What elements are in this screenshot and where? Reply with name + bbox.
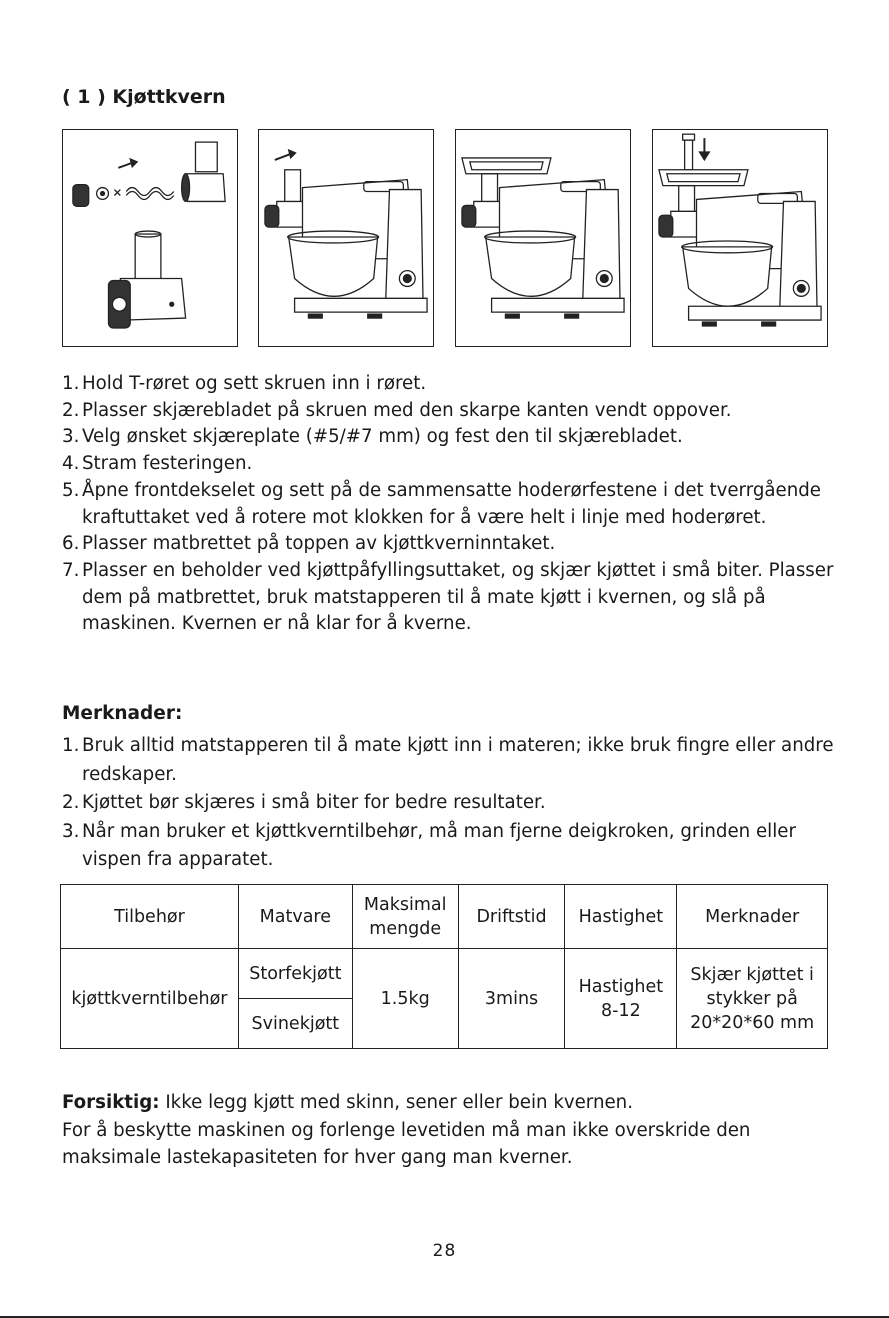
tray-mount-figure (455, 129, 631, 347)
step-number: 3. (62, 426, 80, 448)
step-text: Velg ønsket skjæreplate (#5/#7 mm) og fest den til skjærebladet. (82, 426, 683, 448)
step-number: 7. (62, 559, 80, 581)
cell-food-pork: Svinekjøtt (238, 999, 352, 1049)
caution-block (62, 1089, 852, 1172)
header-max (352, 885, 458, 949)
pusher-feed-figure (652, 129, 828, 347)
note-item (62, 789, 842, 818)
table-header-row (61, 885, 828, 949)
step-text: Åpne frontdekselet og sett på de sammensatte hoderørfestene i det tverrgående kraftuttaket ved å rotere mot klokken for å være helt i linje med hoderøret. (82, 479, 821, 528)
cell-accessory: kjøttkverntilbehør (61, 949, 239, 1049)
table-row (61, 949, 828, 999)
step-text: Plasser en beholder ved kjøttpåfyllingsuttaket, og skjær kjøttet i små biter. Plasser dem på matbrettet, bruk matstapperen til å mate kjøtt i kvernen, og slå på maskinen. Kvernen er nå klar for å kverne. (82, 559, 834, 635)
header-time: Driftstid (458, 885, 565, 949)
step-number: 1. (62, 373, 80, 394)
notes-heading: Merknader: (62, 703, 183, 724)
note-text: Kjøttet bør skjæres i små biter for bedre resultater. (82, 792, 546, 813)
note-text: Når man bruker et kjøttkverntilbehør, må man fjerne deigkroken, grinden eller vispen fra apparatet. (82, 820, 796, 870)
cell-remarks-line3: 20*20*60 mm (690, 1012, 815, 1033)
header-food: Matvare (238, 885, 352, 949)
note-number: 2. (62, 792, 80, 813)
notes-list (62, 732, 842, 875)
step-text: Plasser skjærebladet på skruen med den skarpe kanten vendt oppover. (82, 399, 732, 421)
section-title: ( 1 ) Kjøttkvern (62, 86, 226, 108)
cell-max: 1.5kg (352, 949, 458, 1049)
note-item (62, 818, 842, 875)
note-number: 3. (62, 820, 80, 842)
step-item (62, 424, 842, 451)
header-speed: Hastighet (565, 885, 677, 949)
header-remarks: Merknader (677, 885, 828, 949)
step-text: Plasser matbrettet på toppen av kjøttkverninntaket. (82, 533, 556, 555)
cell-time: 3mins (458, 949, 565, 1049)
grinder-attach-drawing (259, 130, 433, 346)
cell-speed (565, 949, 677, 1049)
step-text: Stram festeringen. (82, 453, 253, 475)
step-number: 6. (62, 533, 80, 555)
caution-label: Forsiktig: (62, 1092, 160, 1113)
header-max-line1: Maksimal (363, 894, 447, 915)
note-number: 1. (62, 735, 80, 756)
step-item (62, 398, 842, 425)
cell-speed-line1: Hastighet (578, 976, 664, 997)
step-number: 2. (62, 399, 80, 421)
grinder-parts-drawing (63, 130, 237, 346)
step-text: Hold T-røret og sett skruen inn i røret. (82, 373, 427, 394)
step-number: 5. (62, 479, 80, 501)
cell-remarks (677, 949, 828, 1049)
note-item (62, 732, 842, 789)
grinder-parts-figure (62, 129, 238, 347)
caution-text-1: Ikke legg kjøtt med skinn, sener eller bein kvernen. (159, 1092, 633, 1113)
tray-mount-drawing (456, 130, 630, 346)
cell-food-beef: Storfekjøtt (238, 949, 352, 999)
caution-text-2: For å beskytte maskinen og forlenge levetiden må man ikke overskride den maksimale lastekapasiteten for hver gang man kverner. (62, 1119, 751, 1168)
step-item (62, 558, 842, 638)
step-item (62, 371, 842, 398)
note-text: Bruk alltid matstapperen til å mate kjøtt inn i materen; ikke bruk fingre eller andre redskaper. (82, 735, 834, 785)
step-number: 4. (62, 453, 80, 475)
cell-remarks-line2: stykker på (706, 988, 798, 1009)
pusher-feed-drawing (653, 130, 827, 346)
grinder-attach-figure (258, 129, 434, 347)
step-item (62, 531, 842, 558)
instruction-steps (62, 371, 842, 638)
header-max-line2: mengde (369, 918, 442, 939)
illustration-row (62, 129, 829, 349)
page-number: 28 (432, 1241, 457, 1261)
spec-table (60, 884, 828, 1049)
step-item (62, 478, 842, 531)
cell-remarks-line1: Skjær kjøttet i (690, 964, 814, 985)
header-accessory: Tilbehør (61, 885, 239, 949)
step-item (62, 451, 842, 478)
cell-speed-line2: 8-12 (601, 1000, 641, 1021)
